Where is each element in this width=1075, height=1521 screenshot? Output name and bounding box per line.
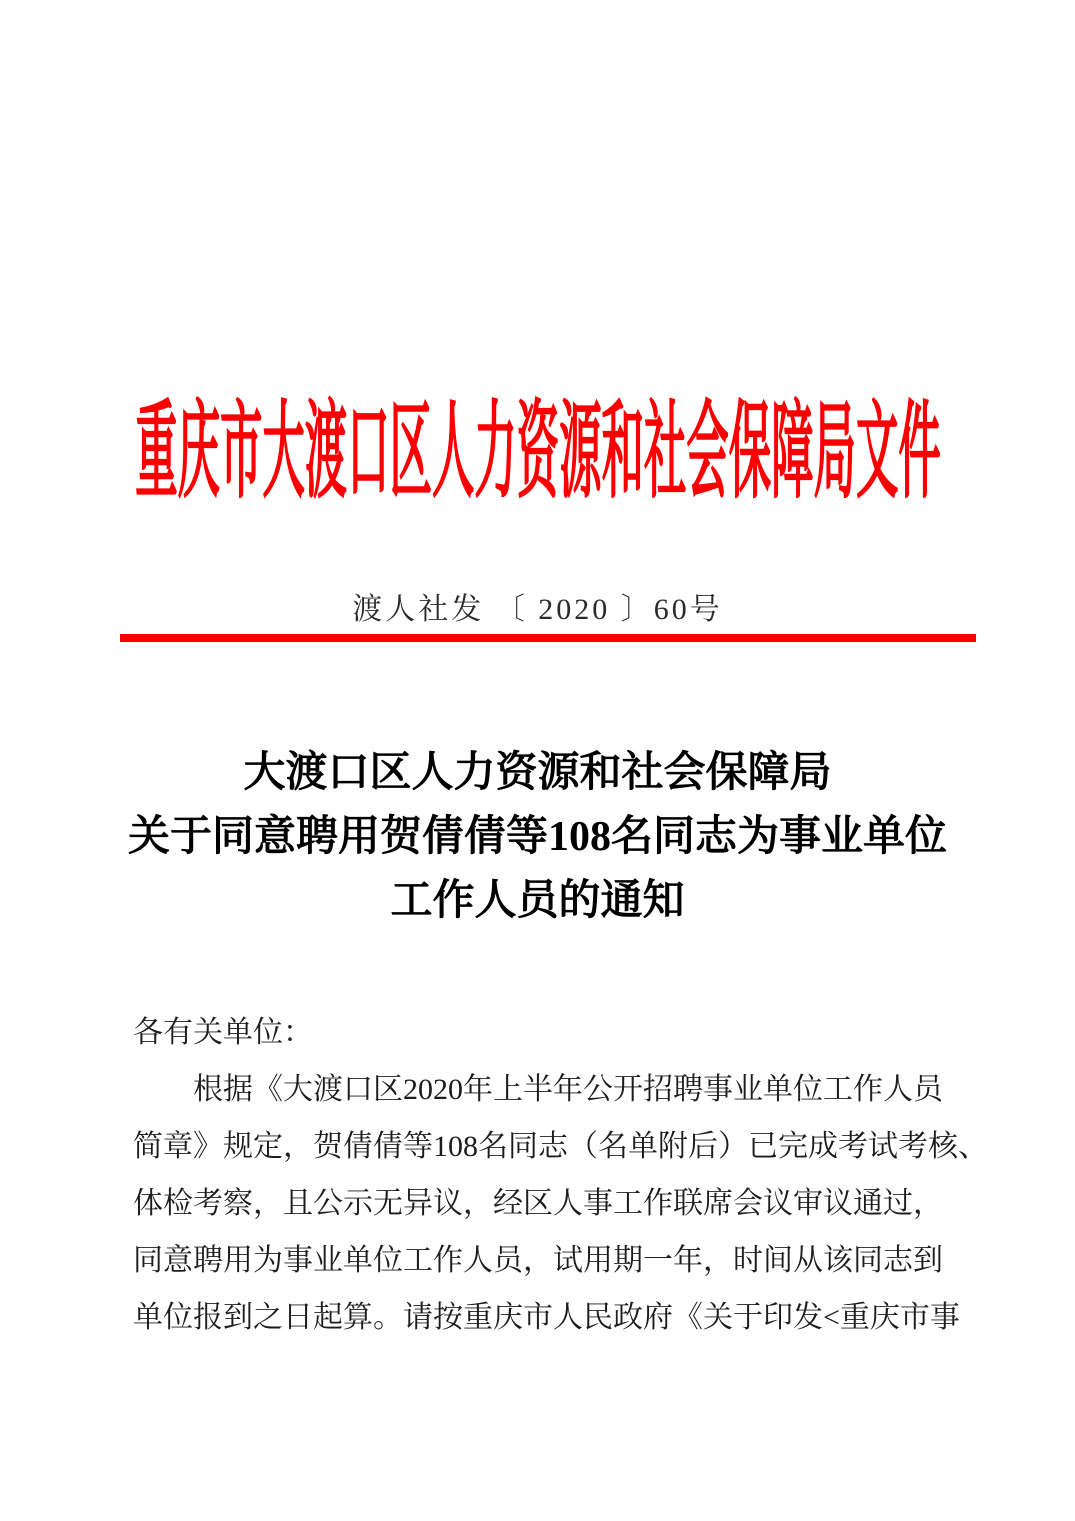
issuing-agency-banner-title: 重庆市大渡口区人力资源和社会保障局文件 (134, 394, 941, 511)
red-header-banner (0, 385, 1075, 520)
body-paragraph-line-5: 单位报到之日起算。请按重庆市人民政府《关于印发<重庆市事 (133, 1301, 960, 1334)
body-paragraph-line-3: 体检考察，且公示无异议，经区人事工作联席会议审议通过， (133, 1187, 943, 1220)
document-title-line-3: 工作人员的通知 (390, 878, 685, 924)
body-paragraph-line-1: 根据《大渡口区2020年上半年公开招聘事业单位工作人员 (193, 1073, 943, 1106)
body-paragraph-line-4: 同意聘用为事业单位工作人员，试用期一年，时间从该同志到 (133, 1244, 943, 1277)
document-title-line-1: 大渡口区人力资源和社会保障局 (243, 750, 832, 796)
salutation-line: 各有关单位： (133, 1016, 313, 1049)
body-paragraph-line-2: 简章》规定，贺倩倩等108名同志（名单附后）已完成考试考核、 (133, 1130, 988, 1163)
document-title-line-2: 关于同意聘用贺倩倩等108名同志为事业单位 (127, 814, 947, 860)
document-body (133, 1004, 988, 1346)
document-title (0, 741, 1075, 933)
document-reference-number: 渡人社发 〔 2020 〕60号 (352, 593, 723, 626)
red-divider-rule (120, 634, 976, 642)
